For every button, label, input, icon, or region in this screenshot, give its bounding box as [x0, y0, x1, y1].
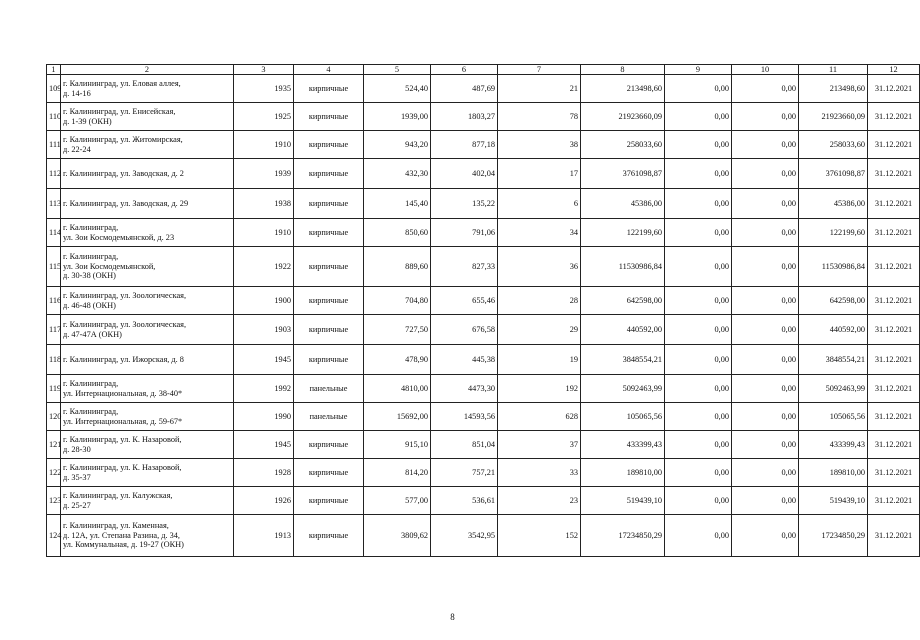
cost-cell: 5092463,99	[581, 375, 665, 403]
residents-count-cell: 34	[498, 219, 581, 247]
total-area-cell: 1939,00	[364, 103, 431, 131]
table-row	[47, 219, 920, 247]
year-built-cell: 1900	[234, 287, 294, 315]
table-row	[47, 431, 920, 459]
living-area-cell: 757,21	[431, 459, 498, 487]
col11-cell: 5092463,99	[799, 375, 868, 403]
col10-cell: 0,00	[732, 75, 799, 103]
year-built-cell: 1928	[234, 459, 294, 487]
wall-material-cell: кирпичные	[294, 159, 364, 189]
date-cell: 31.12.2021	[868, 345, 920, 375]
wall-material-cell: кирпичные	[294, 75, 364, 103]
cost-cell: 642598,00	[581, 287, 665, 315]
table-row	[47, 189, 920, 219]
living-area-cell: 1803,27	[431, 103, 498, 131]
cost-cell: 258033,60	[581, 131, 665, 159]
address-cell: г. Калининград, ул. К. Назаровой, д. 28-30	[61, 431, 234, 459]
living-area-cell: 14593,56	[431, 403, 498, 431]
col11-cell: 440592,00	[799, 315, 868, 345]
total-area-cell: 577,00	[364, 487, 431, 515]
living-area-cell: 402,04	[431, 159, 498, 189]
col11-cell: 433399,43	[799, 431, 868, 459]
column-number-header: 4	[294, 65, 364, 75]
wall-material-cell: панельные	[294, 375, 364, 403]
table-row	[47, 159, 920, 189]
living-area-cell: 3542,95	[431, 515, 498, 557]
table-row	[47, 459, 920, 487]
cost-cell: 440592,00	[581, 315, 665, 345]
year-built-cell: 1945	[234, 345, 294, 375]
date-cell: 31.12.2021	[868, 219, 920, 247]
column-number-header: 8	[581, 65, 665, 75]
col9-cell: 0,00	[665, 131, 732, 159]
wall-material-cell: кирпичные	[294, 515, 364, 557]
living-area-cell: 536,61	[431, 487, 498, 515]
row-number: 116	[47, 287, 61, 315]
address-cell: г. Калининград, ул. Калужская, д. 25-27	[61, 487, 234, 515]
year-built-cell: 1939	[234, 159, 294, 189]
table-row	[47, 131, 920, 159]
cost-cell: 11530986,84	[581, 247, 665, 287]
row-number: 123	[47, 487, 61, 515]
col10-cell: 0,00	[732, 375, 799, 403]
col9-cell: 0,00	[665, 247, 732, 287]
row-number: 109	[47, 75, 61, 103]
date-cell: 31.12.2021	[868, 247, 920, 287]
year-built-cell: 1922	[234, 247, 294, 287]
living-area-cell: 655,46	[431, 287, 498, 315]
row-number: 110	[47, 103, 61, 131]
total-area-cell: 850,60	[364, 219, 431, 247]
living-area-cell: 445,38	[431, 345, 498, 375]
col10-cell: 0,00	[732, 189, 799, 219]
col10-cell: 0,00	[732, 487, 799, 515]
col10-cell: 0,00	[732, 219, 799, 247]
total-area-cell: 145,40	[364, 189, 431, 219]
address-cell: г. Калининград, ул. Ижорская, д. 8	[61, 345, 234, 375]
col9-cell: 0,00	[665, 287, 732, 315]
address-cell: г. Калининград, ул. Житомирская, д. 22-24	[61, 131, 234, 159]
col10-cell: 0,00	[732, 103, 799, 131]
date-cell: 31.12.2021	[868, 515, 920, 557]
col10-cell: 0,00	[732, 247, 799, 287]
cost-cell: 45386,00	[581, 189, 665, 219]
col10-cell: 0,00	[732, 431, 799, 459]
wall-material-cell: панельные	[294, 403, 364, 431]
year-built-cell: 1910	[234, 219, 294, 247]
address-cell: г. Калининград, ул. Заводская, д. 2	[61, 159, 234, 189]
table-row	[47, 315, 920, 345]
wall-material-cell: кирпичные	[294, 287, 364, 315]
row-number: 122	[47, 459, 61, 487]
col11-cell: 11530986,84	[799, 247, 868, 287]
col10-cell: 0,00	[732, 459, 799, 487]
col9-cell: 0,00	[665, 403, 732, 431]
row-number: 112	[47, 159, 61, 189]
col9-cell: 0,00	[665, 345, 732, 375]
col9-cell: 0,00	[665, 159, 732, 189]
row-number: 124	[47, 515, 61, 557]
column-number-header: 5	[364, 65, 431, 75]
col10-cell: 0,00	[732, 515, 799, 557]
year-built-cell: 1992	[234, 375, 294, 403]
address-cell: г. Калининград, ул. Еловая аллея, д. 14-16	[61, 75, 234, 103]
total-area-cell: 943,20	[364, 131, 431, 159]
table-row	[47, 345, 920, 375]
column-number-header: 12	[868, 65, 920, 75]
date-cell: 31.12.2021	[868, 75, 920, 103]
year-built-cell: 1910	[234, 131, 294, 159]
address-cell: г. Калининград, ул. Заводская, д. 29	[61, 189, 234, 219]
total-area-cell: 478,90	[364, 345, 431, 375]
wall-material-cell: кирпичные	[294, 459, 364, 487]
residents-count-cell: 21	[498, 75, 581, 103]
wall-material-cell: кирпичные	[294, 103, 364, 131]
col9-cell: 0,00	[665, 431, 732, 459]
total-area-cell: 432,30	[364, 159, 431, 189]
table-row	[47, 403, 920, 431]
row-number: 117	[47, 315, 61, 345]
date-cell: 31.12.2021	[868, 287, 920, 315]
col9-cell: 0,00	[665, 103, 732, 131]
col9-cell: 0,00	[665, 75, 732, 103]
cost-cell: 21923660,09	[581, 103, 665, 131]
residents-count-cell: 23	[498, 487, 581, 515]
address-cell: г. Калининград, ул. Зоологическая, д. 46-48 (ОКН)	[61, 287, 234, 315]
col10-cell: 0,00	[732, 315, 799, 345]
cost-cell: 105065,56	[581, 403, 665, 431]
cost-cell: 433399,43	[581, 431, 665, 459]
row-number: 114	[47, 219, 61, 247]
col9-cell: 0,00	[665, 375, 732, 403]
living-area-cell: 4473,30	[431, 375, 498, 403]
date-cell: 31.12.2021	[868, 159, 920, 189]
date-cell: 31.12.2021	[868, 459, 920, 487]
address-cell: г. Калининград, ул. Енисейская, д. 1-39 (ОКН)	[61, 103, 234, 131]
living-area-cell: 135,22	[431, 189, 498, 219]
column-number-header: 9	[665, 65, 732, 75]
col11-cell: 3848554,21	[799, 345, 868, 375]
col11-cell: 3761098,87	[799, 159, 868, 189]
total-area-cell: 4810,00	[364, 375, 431, 403]
year-built-cell: 1938	[234, 189, 294, 219]
wall-material-cell: кирпичные	[294, 315, 364, 345]
row-number: 121	[47, 431, 61, 459]
column-number-header: 11	[799, 65, 868, 75]
total-area-cell: 814,20	[364, 459, 431, 487]
col11-cell: 122199,60	[799, 219, 868, 247]
residents-count-cell: 28	[498, 287, 581, 315]
col11-cell: 105065,56	[799, 403, 868, 431]
year-built-cell: 1926	[234, 487, 294, 515]
col9-cell: 0,00	[665, 189, 732, 219]
year-built-cell: 1913	[234, 515, 294, 557]
living-area-cell: 676,58	[431, 315, 498, 345]
cost-cell: 213498,60	[581, 75, 665, 103]
page-number: 8	[450, 612, 455, 622]
wall-material-cell: кирпичные	[294, 345, 364, 375]
living-area-cell: 791,06	[431, 219, 498, 247]
address-cell: г. Калининград, ул. Интернациональная, д. 59-67*	[61, 403, 234, 431]
residents-count-cell: 37	[498, 431, 581, 459]
total-area-cell: 704,80	[364, 287, 431, 315]
year-built-cell: 1990	[234, 403, 294, 431]
table-row	[47, 75, 920, 103]
row-number: 111	[47, 131, 61, 159]
date-cell: 31.12.2021	[868, 189, 920, 219]
year-built-cell: 1935	[234, 75, 294, 103]
col10-cell: 0,00	[732, 131, 799, 159]
wall-material-cell: кирпичные	[294, 219, 364, 247]
col11-cell: 258033,60	[799, 131, 868, 159]
table-row	[47, 103, 920, 131]
residents-count-cell: 628	[498, 403, 581, 431]
row-number: 115	[47, 247, 61, 287]
residents-count-cell: 6	[498, 189, 581, 219]
year-built-cell: 1945	[234, 431, 294, 459]
col11-cell: 17234850,29	[799, 515, 868, 557]
col9-cell: 0,00	[665, 515, 732, 557]
column-number-header: 7	[498, 65, 581, 75]
table-row	[47, 515, 920, 557]
col11-cell: 189810,00	[799, 459, 868, 487]
wall-material-cell: кирпичные	[294, 131, 364, 159]
wall-material-cell: кирпичные	[294, 487, 364, 515]
housing-register-table	[46, 64, 920, 557]
cost-cell: 122199,60	[581, 219, 665, 247]
col11-cell: 21923660,09	[799, 103, 868, 131]
total-area-cell: 524,40	[364, 75, 431, 103]
column-number-row	[47, 65, 920, 75]
col9-cell: 0,00	[665, 459, 732, 487]
year-built-cell: 1925	[234, 103, 294, 131]
cost-cell: 3761098,87	[581, 159, 665, 189]
column-number-header: 3	[234, 65, 294, 75]
total-area-cell: 3809,62	[364, 515, 431, 557]
residents-count-cell: 19	[498, 345, 581, 375]
column-number-header: 10	[732, 65, 799, 75]
date-cell: 31.12.2021	[868, 103, 920, 131]
row-number: 118	[47, 345, 61, 375]
year-built-cell: 1903	[234, 315, 294, 345]
table-row	[47, 287, 920, 315]
date-cell: 31.12.2021	[868, 431, 920, 459]
total-area-cell: 915,10	[364, 431, 431, 459]
col10-cell: 0,00	[732, 345, 799, 375]
col11-cell: 213498,60	[799, 75, 868, 103]
address-cell: г. Калининград, ул. Интернациональная, д. 38-40*	[61, 375, 234, 403]
date-cell: 31.12.2021	[868, 315, 920, 345]
living-area-cell: 877,18	[431, 131, 498, 159]
residents-count-cell: 152	[498, 515, 581, 557]
residents-count-cell: 36	[498, 247, 581, 287]
col11-cell: 45386,00	[799, 189, 868, 219]
table-row	[47, 487, 920, 515]
address-cell: г. Калининград, ул. Зои Космодемьянской, д. 30-38 (ОКН)	[61, 247, 234, 287]
row-number: 120	[47, 403, 61, 431]
residents-count-cell: 33	[498, 459, 581, 487]
date-cell: 31.12.2021	[868, 131, 920, 159]
date-cell: 31.12.2021	[868, 375, 920, 403]
col11-cell: 642598,00	[799, 287, 868, 315]
row-number: 119	[47, 375, 61, 403]
address-cell: г. Калининград, ул. К. Назаровой, д. 35-37	[61, 459, 234, 487]
total-area-cell: 15692,00	[364, 403, 431, 431]
residents-count-cell: 17	[498, 159, 581, 189]
cost-cell: 519439,10	[581, 487, 665, 515]
column-number-header: 1	[47, 65, 61, 75]
wall-material-cell: кирпичные	[294, 189, 364, 219]
wall-material-cell: кирпичные	[294, 431, 364, 459]
cost-cell: 17234850,29	[581, 515, 665, 557]
address-cell: г. Калининград, ул. Зои Космодемьянской, д. 23	[61, 219, 234, 247]
col9-cell: 0,00	[665, 315, 732, 345]
column-number-header: 6	[431, 65, 498, 75]
total-area-cell: 727,50	[364, 315, 431, 345]
col9-cell: 0,00	[665, 487, 732, 515]
cost-cell: 3848554,21	[581, 345, 665, 375]
living-area-cell: 851,04	[431, 431, 498, 459]
col10-cell: 0,00	[732, 159, 799, 189]
date-cell: 31.12.2021	[868, 403, 920, 431]
residents-count-cell: 38	[498, 131, 581, 159]
address-cell: г. Калининград, ул. Каменная, д. 12А, ул. Степана Разина, д. 34, ул. Коммунальная, д. 19-27 (ОКН)	[61, 515, 234, 557]
col11-cell: 519439,10	[799, 487, 868, 515]
wall-material-cell: кирпичные	[294, 247, 364, 287]
cost-cell: 189810,00	[581, 459, 665, 487]
col10-cell: 0,00	[732, 403, 799, 431]
column-number-header: 2	[61, 65, 234, 75]
row-number: 113	[47, 189, 61, 219]
table-row	[47, 247, 920, 287]
table-row	[47, 375, 920, 403]
residents-count-cell: 29	[498, 315, 581, 345]
date-cell: 31.12.2021	[868, 487, 920, 515]
address-cell: г. Калининград, ул. Зоологическая, д. 47-47А (ОКН)	[61, 315, 234, 345]
residents-count-cell: 78	[498, 103, 581, 131]
col9-cell: 0,00	[665, 219, 732, 247]
total-area-cell: 889,60	[364, 247, 431, 287]
living-area-cell: 827,33	[431, 247, 498, 287]
living-area-cell: 487,69	[431, 75, 498, 103]
col10-cell: 0,00	[732, 287, 799, 315]
residents-count-cell: 192	[498, 375, 581, 403]
